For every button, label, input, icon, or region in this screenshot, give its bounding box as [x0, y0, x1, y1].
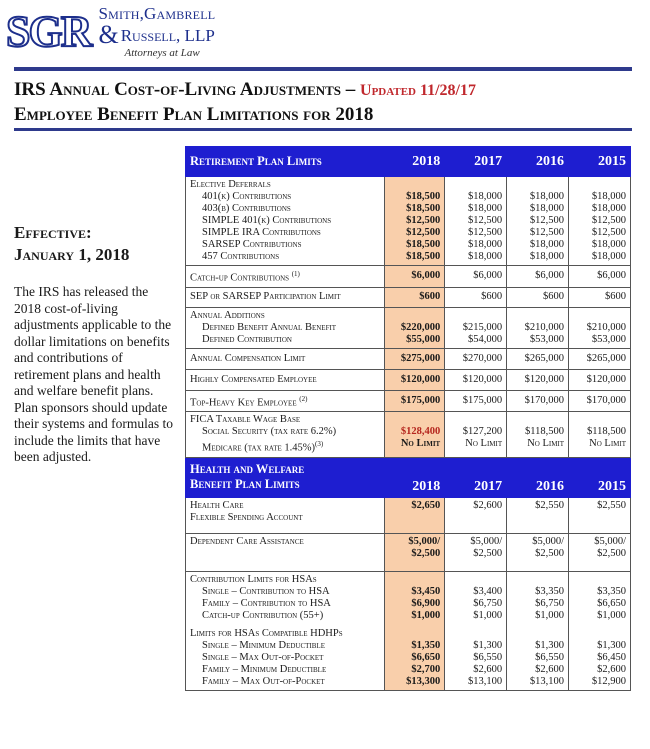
catch-up-label: Catch-up Contributions $^{(1)}$ — [186, 266, 385, 288]
logo-tagline: Attorneys at Law — [124, 47, 200, 59]
top-heavy-row — [186, 390, 631, 412]
header-rule — [14, 67, 632, 71]
logo-line-2: Russell, LLP — [120, 26, 215, 45]
title-rule — [14, 128, 632, 131]
hce-2018: $120,000 — [385, 369, 445, 390]
catch-up-2015: $6,000 — [569, 266, 631, 288]
catch-up-2018: $6,000 — [385, 266, 445, 288]
hsa-2018: $3,450 $6,900 $1,000 $1,350 $6,650 $2,700 $13,300 — [385, 571, 445, 690]
elective-2017: $18,000 $18,000 $12,500 $12,500 $18,000 $18,000 — [445, 177, 507, 266]
annual-additions-2016: $210,000 $53,000 — [507, 307, 569, 348]
health-year-2017: 2017 — [445, 457, 507, 497]
dca-2016: $5,000/ $2,500 — [507, 533, 569, 571]
title-line-2: Employee Benefit Plan Limitations for 2018 — [14, 104, 374, 125]
annual-additions-label: Annual Additions Defined Benefit Annual Benefit Defined Contribution — [186, 307, 385, 348]
health-year-2015: 2015 — [569, 457, 631, 497]
annual-comp-row — [186, 348, 631, 369]
health-title: Health and Welfare Benefit Plan Limits — [186, 457, 385, 497]
fsa-2016: $2,550 — [507, 497, 569, 533]
top-heavy-2017: $175,000 — [445, 390, 507, 412]
top-heavy-2015: $170,000 — [569, 390, 631, 412]
health-year-2016: 2016 — [507, 457, 569, 497]
sep-2017: $600 — [445, 287, 507, 307]
catch-up-2017: $6,000 — [445, 266, 507, 288]
annual-comp-2015: $265,000 — [569, 348, 631, 369]
hce-2015: $120,000 — [569, 369, 631, 390]
fica-2016: $118,500 No Limit — [507, 412, 569, 458]
firm-logo — [6, 4, 216, 59]
top-heavy-label: Top-Heavy Key Employee $^{(2)}$ — [186, 390, 385, 412]
health-year-2018: 2018 — [385, 457, 445, 497]
hsa-2017: $3,400 $6,750 $1,000 $1,300 $6,550 $2,600 $13,100 — [445, 571, 507, 690]
hsa-row — [186, 571, 631, 690]
dca-2015: $5,000/ $2,500 — [569, 533, 631, 571]
effective-label: Effective: — [14, 223, 92, 242]
sep-2018: $600 — [385, 287, 445, 307]
fica-2017: $127,200 No Limit — [445, 412, 507, 458]
fsa-row — [186, 497, 631, 533]
sep-row — [186, 287, 631, 307]
hce-label: Highly Compensated Employee — [186, 369, 385, 390]
annual-comp-2017: $270,000 — [445, 348, 507, 369]
elective-2015: $18,000 $18,000 $12,500 $12,500 $18,000 $18,000 — [569, 177, 631, 266]
sep-2015: $600 — [569, 287, 631, 307]
health-header-row — [186, 457, 631, 497]
fsa-2015: $2,550 — [569, 497, 631, 533]
top-heavy-2018: $175,000 — [385, 390, 445, 412]
hsa-2016: $3,350 $6,750 $1,000 $1,300 $6,550 $2,600 $13,100 — [507, 571, 569, 690]
annual-comp-label: Annual Compensation Limit — [186, 348, 385, 369]
year-2015: 2015 — [569, 147, 631, 177]
year-2017: 2017 — [445, 147, 507, 177]
annual-comp-2018: $275,000 — [385, 348, 445, 369]
elective-2016: $18,000 $18,000 $12,500 $12,500 $18,000 $18,000 — [507, 177, 569, 266]
year-2018: 2018 — [385, 147, 445, 177]
dca-2017: $5,000/ $2,500 — [445, 533, 507, 571]
annual-additions-row — [186, 307, 631, 348]
effective-date — [14, 222, 129, 266]
annual-additions-2015: $210,000 $53,000 — [569, 307, 631, 348]
elective-2018: $18,500 $18,500 $12,500 $12,500 $18,500 $18,500 — [385, 177, 445, 266]
sep-2016: $600 — [507, 287, 569, 307]
hce-row — [186, 369, 631, 390]
page-title — [14, 78, 476, 127]
dca-label: Dependent Care Assistance — [186, 533, 385, 571]
effective-value: January 1, 2018 — [14, 245, 130, 264]
updated-note: Updated 11/28/17 — [360, 82, 477, 99]
hsa-label: Contribution Limits for HSAs Single – Contribution to HSA Family – Contribution to HSA Catch-up Contribution (55+) Limits for HSAs Compatible HDHPs Single – Minimum Deductible Single – Max Out-of-Pocket Family – Minimum Deductible Family – Max Out-of-Pocket — [186, 571, 385, 690]
hce-2016: $120,000 — [507, 369, 569, 390]
fica-2015: $118,500 No Limit — [569, 412, 631, 458]
logo-ampersand: & — [98, 20, 119, 49]
logo-wordmark — [98, 5, 215, 59]
fica-label: FICA Taxable Wage Base Social Security (tax rate 6.2%) Medicare (tax rate 1.45%)$^{(3)}$ — [186, 412, 385, 458]
fsa-2018: $2,650 — [385, 497, 445, 533]
hsa-2015: $3,350 $6,650 $1,000 $1,300 $6,450 $2,600 $12,900 — [569, 571, 631, 690]
annual-additions-2017: $215,000 $54,000 — [445, 307, 507, 348]
annual-additions-2018: $220,000 $55,000 — [385, 307, 445, 348]
elective-deferrals-row — [186, 177, 631, 266]
catch-up-2016: $6,000 — [507, 266, 569, 288]
intro-paragraph: The IRS has released the 2018 cost-of-living adjustments applicable to the dollar limitations on benefits and contributions of retirement plans and health and welfare benefit plans. Plan sponsors should update their systems and formulas to include the limits that have been adjusted. — [14, 284, 173, 464]
fica-row — [186, 412, 631, 458]
title-line-1: IRS Annual Cost-of-Living Adjustments – — [14, 79, 356, 100]
logo-line-1: Smith,Gambrell — [98, 4, 216, 23]
elective-deferrals-label: Elective Deferrals 401(k) Contributions 403(b) Contributions SIMPLE 401(k) Contributions SIMPLE IRA Contributions SARSEP Contributions 457 Contributions — [186, 177, 385, 266]
annual-comp-2016: $265,000 — [507, 348, 569, 369]
dca-row — [186, 533, 631, 571]
retirement-header-row — [186, 147, 631, 177]
logo-monogram: SGR — [6, 7, 91, 56]
fsa-2017: $2,600 — [445, 497, 507, 533]
hce-2017: $120,000 — [445, 369, 507, 390]
fica-2018: $128,400 No Limit — [385, 412, 445, 458]
fsa-label: Health Care Flexible Spending Account — [186, 497, 385, 533]
catch-up-row — [186, 266, 631, 288]
dca-2018: $5,000/ $2,500 — [385, 533, 445, 571]
sep-label: SEP or SARSEP Participation Limit — [186, 287, 385, 307]
limits-table — [185, 146, 631, 691]
retirement-title: Retirement Plan Limits — [186, 147, 385, 177]
year-2016: 2016 — [507, 147, 569, 177]
top-heavy-2016: $170,000 — [507, 390, 569, 412]
